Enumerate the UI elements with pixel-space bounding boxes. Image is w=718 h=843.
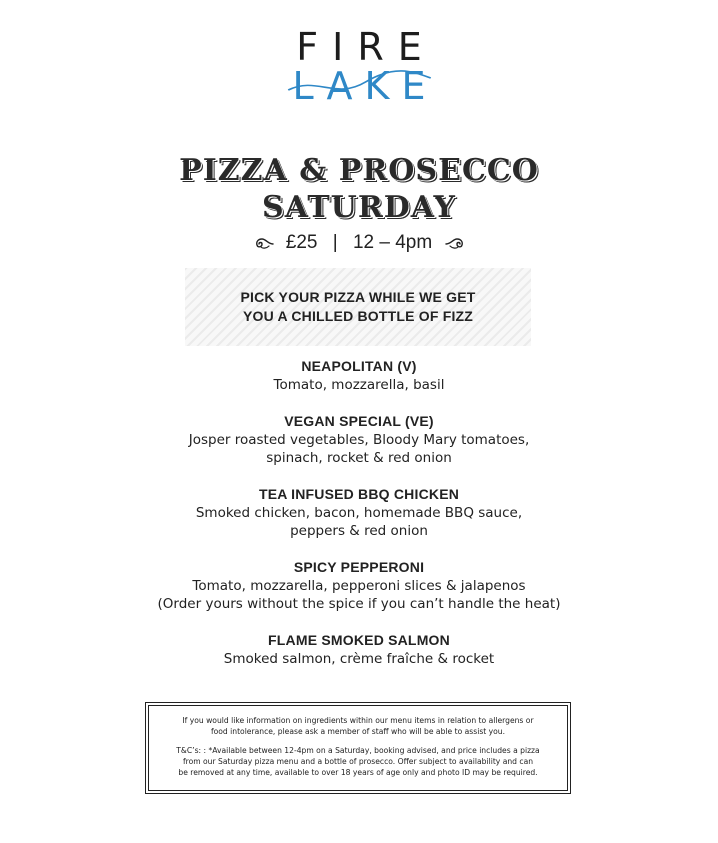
price: £25 — [285, 232, 318, 253]
menu-item-desc: Smoked salmon, crème fraîche & rocket — [223, 650, 495, 667]
menu-list — [0, 357, 718, 685]
price-hours-line — [0, 231, 718, 255]
menu-item-desc: Tomato, mozzarella, pepperoni slices & jalapenos — [192, 577, 526, 594]
menu-item-desc: spinach, rocket & red onion — [266, 450, 452, 466]
menu-item-desc: Tomato, mozzarella, basil — [273, 377, 445, 393]
menu-item-desc: peppers & red onion — [290, 523, 428, 539]
notice-inner-border — [148, 705, 568, 791]
menu-item-bbq-chicken — [0, 485, 718, 541]
terms-notice — [163, 745, 553, 778]
menu-item-name: TEA INFUSED BBQ CHICKEN — [258, 485, 460, 502]
menu-item-desc: Smoked chicken, bacon, homemade BBQ sauce, — [195, 504, 523, 521]
terms-line-3: be removed at any time, available to over 18 years of age only and photo ID may be required. — [178, 768, 538, 777]
wave-icon — [281, 66, 438, 106]
menu-item-spicy-pepperoni — [0, 558, 718, 614]
logo-lake-text — [281, 66, 438, 106]
logo-fire-text: FIRE — [296, 25, 436, 69]
title-line-2: SATURDAY — [262, 190, 456, 225]
menu-item-name: NEAPOLITAN (V) — [301, 358, 417, 374]
allergen-notice — [163, 715, 553, 737]
title-line-1: PIZZA & PROSECCO — [179, 153, 539, 188]
allergen-line-2: food intolerance, please ask a member of staff who will be able to assist you. — [210, 727, 506, 736]
allergen-terms-notice — [145, 702, 571, 794]
menu-item-name: VEGAN SPECIAL (VE) — [284, 412, 434, 429]
menu-item-vegan-special — [0, 412, 718, 468]
menu-item-name: FLAME SMOKED SALMON — [268, 631, 450, 648]
logo-lake-word: LAKE — [292, 64, 438, 108]
menu-item-smoked-salmon — [0, 631, 718, 669]
page-title — [0, 152, 718, 226]
scroll-flourish-left-icon — [253, 235, 275, 251]
hours: 12 – 4pm — [352, 232, 433, 253]
callout-box — [185, 268, 531, 346]
price-separator: | — [332, 232, 338, 253]
menu-item-name: SPICY PEPPERONI — [293, 558, 425, 575]
terms-line-2: from our Saturday pizza menu and a bottle of prosecco. Offer subject to availability and can — [182, 757, 534, 766]
callout-line-2: YOU A CHILLED BOTTLE OF FIZZ — [242, 308, 474, 324]
fire-lake-logo — [0, 25, 718, 108]
callout-line-1: PICK YOUR PIZZA WHILE WE GET — [240, 289, 476, 305]
terms-line-1: T&C’s: : *Available between 12-4pm on a Saturday, booking advised, and price includes a pizza — [176, 746, 540, 755]
scroll-flourish-right-icon — [444, 235, 466, 251]
menu-item-desc: (Order yours without the spice if you can’t handle the heat) — [157, 596, 561, 612]
menu-item-desc: Josper roasted vegetables, Bloody Mary tomatoes, — [188, 431, 530, 448]
allergen-line-1: If you would like information on ingredients within our menu items in relation to allergens or — [182, 716, 534, 725]
menu-item-neapolitan — [0, 357, 718, 395]
